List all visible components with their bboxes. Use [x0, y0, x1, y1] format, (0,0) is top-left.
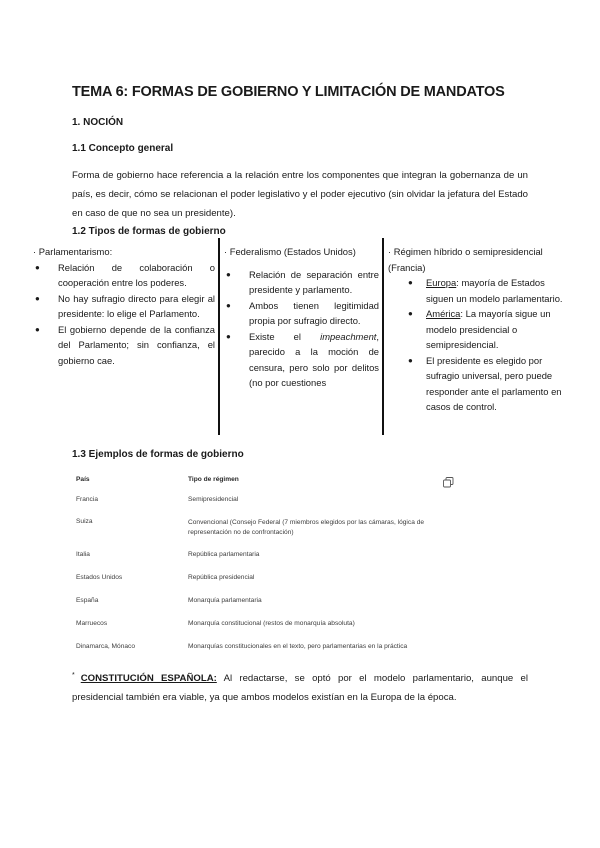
- column-divider: [382, 238, 384, 435]
- table-cell: Francia: [76, 496, 98, 503]
- section-heading-nocion: 1. NOCIÓN: [72, 117, 124, 128]
- table-cell: Semipresidencial: [188, 496, 239, 503]
- table-cell: Marruecos: [76, 620, 108, 627]
- table-cell: Convencional (Consejo Federal (7 miembros elegidos por las cámaras, lógica de representación no de confrontación): [188, 519, 425, 536]
- column-divider: [218, 238, 220, 435]
- table-cell: Italia: [76, 551, 90, 558]
- note-heading: CONSTITUCIÓN ESPAÑOLA:: [80, 673, 217, 685]
- table-cell: República parlamentaria: [188, 551, 260, 558]
- concept-paragraph: Forma de gobierno hace referencia a la relación entre los componentes que integran la gobernanza de un país, es decir, cómo se relacionan el poder legislativo y el poder ejecutivo (sin olvidar la jefatura del Estado en caso de que no sea un presidente).: [72, 170, 528, 219]
- table-cell: Suiza: [76, 518, 93, 525]
- section-heading-ejemplos: 1.3 Ejemplos de formas de gobierno: [72, 449, 244, 460]
- constitution-note: [72, 666, 528, 707]
- table-header-cell: País: [76, 476, 90, 483]
- list-item: ● Relación de colaboración o cooperación entre los poderes.: [33, 260, 215, 291]
- list-item: ● No hay sufragio directo para elegir al presidente: lo elige el Parlamento.: [33, 291, 215, 322]
- section-heading-tipos: 1.2 Tipos de formas de gobierno: [72, 226, 226, 237]
- column-parlamentarismo: [33, 244, 215, 368]
- table-row: [76, 551, 456, 574]
- list-item-text: , parecido a la moción de censura, pero solo por delitos (no por cuestiones: [249, 330, 379, 388]
- table-cell: Monarquía parlamentaria: [188, 597, 262, 604]
- table-row: [76, 620, 456, 643]
- table-row: [76, 496, 456, 518]
- table-header-row: [76, 476, 456, 496]
- table-cell: Monarquías constitucionales en el texto, pero parlamentarias en la práctica: [188, 643, 408, 650]
- table-cell: España: [76, 597, 99, 604]
- table-row: [76, 574, 456, 597]
- list-item-text: Existe el: [249, 330, 321, 342]
- table-cell: Monarquía constitucional (restos de monarquía absoluta): [188, 620, 355, 627]
- examples-table: [76, 476, 456, 661]
- list-item-underlined: Europa: [426, 277, 457, 288]
- list-item: [388, 275, 563, 306]
- table-row: [76, 518, 456, 551]
- list-item-underlined: América: [426, 308, 461, 319]
- column-federalismo: [224, 244, 379, 391]
- column-heading: · Parlamentarismo:: [33, 246, 113, 257]
- list-item: ● Relación de separación entre presidente y parlamento.: [224, 267, 379, 298]
- table-row: [76, 643, 456, 661]
- column-semipresidencial: [388, 244, 563, 415]
- table-header-cell: Tipo de régimen: [188, 476, 239, 483]
- note-text: Al redactarse, se optó por el modelo parlamentario, aunque el presidencial también era viable, ya que ambos modelos existían en la Europa de la época.: [72, 673, 529, 704]
- column-heading: · Régimen híbrido o semipresidencial (Francia): [388, 246, 543, 273]
- note-marker: *: [72, 672, 75, 679]
- page-title: TEMA 6: FORMAS DE GOBIERNO Y LIMITACIÓN DE MANDATOS: [72, 84, 505, 100]
- list-item: ● El gobierno depende de la confianza del Parlamento; sin confianza, el gobierno cae.: [33, 322, 215, 369]
- list-item: ● Ambos tienen legitimidad propia por sufragio directo.: [224, 298, 379, 329]
- list-item-text: : mayoría de Estados siguen un modelo parlamentario.: [426, 277, 563, 304]
- list-item: [388, 306, 563, 353]
- list-item: ● El presidente es elegido por sufragio universal, pero puede responder ante el parlamento en casos de control.: [388, 353, 563, 415]
- table-cell: Estados Unidos: [76, 574, 123, 581]
- list-item: [224, 329, 379, 391]
- column-heading: · Federalismo (Estados Unidos): [224, 246, 356, 257]
- table-cell: República presidencial: [188, 574, 255, 581]
- list-item-text: : La mayoría sigue un modelo presidencial o semipresidencial.: [426, 308, 551, 350]
- section-heading-concepto: 1.1 Concepto general: [72, 143, 174, 154]
- table-cell: Dinamarca, Mónaco: [76, 643, 136, 650]
- list-item-emphasis: impeachment: [320, 330, 377, 342]
- table-row: [76, 597, 456, 620]
